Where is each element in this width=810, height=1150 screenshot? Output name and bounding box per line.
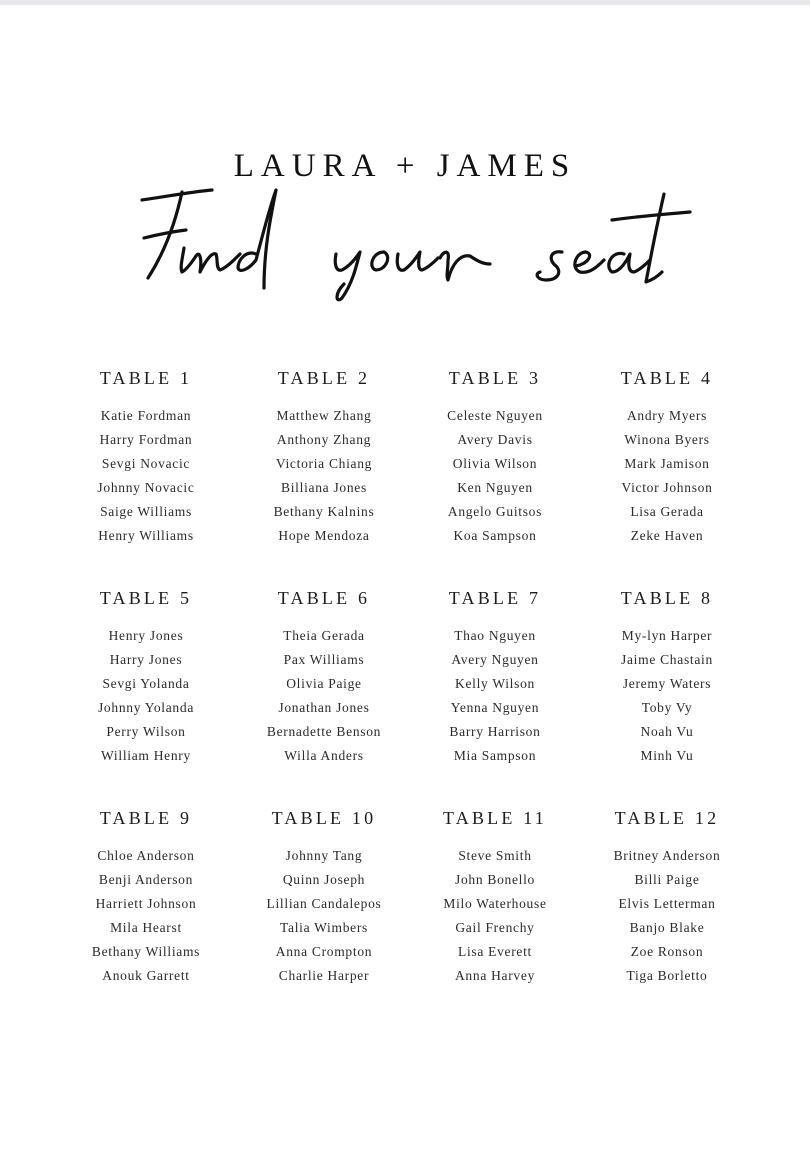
guest-name: Anna Crompton (275, 944, 373, 959)
guest-name: Britney Anderson (613, 848, 721, 863)
guest-name: Zoe Ronson (630, 944, 704, 959)
guest-name: Henry Williams (98, 528, 194, 543)
guest-name: Ken Nguyen (457, 480, 533, 495)
table-block (58, 366, 234, 548)
table-block (234, 366, 414, 548)
table-heading: TABLE 2 (277, 368, 371, 388)
guest-name: Minh Vu (640, 748, 694, 763)
table-heading: TABLE 6 (277, 588, 371, 608)
table-heading: TABLE 9 (99, 808, 193, 828)
guest-name: Mia Sampson (453, 748, 537, 763)
guest-name: Anna Harvey (454, 968, 536, 983)
table-heading: TABLE 3 (448, 368, 542, 388)
guest-name: Theia Gerada (283, 628, 365, 643)
guest-name: Lisa Everett (458, 944, 532, 959)
guest-name: Toby Vy (641, 700, 693, 715)
table-heading: TABLE 1 (99, 368, 193, 388)
guest-name: Bethany Kalnins (273, 504, 375, 519)
guest-name: Saige Williams (100, 504, 192, 519)
guest-name: Chloe Anderson (97, 848, 195, 863)
table-heading: TABLE 8 (620, 588, 714, 608)
table-block (234, 586, 414, 768)
table-heading: TABLE 7 (448, 588, 542, 608)
guest-name: Anthony Zhang (276, 432, 372, 447)
guest-name: Willa Anders (284, 748, 364, 763)
top-edge-bar (0, 0, 810, 5)
table-block (58, 806, 234, 988)
table-block (414, 366, 576, 548)
guest-name: Avery Davis (457, 432, 533, 447)
guest-name: Lisa Gerada (630, 504, 704, 519)
guest-name: Noah Vu (640, 724, 694, 739)
guest-name: Kelly Wilson (455, 676, 535, 691)
seating-tables-grid (58, 366, 758, 988)
guest-name: Yenna Nguyen (450, 700, 540, 715)
guest-name: Harry Jones (109, 652, 183, 667)
guest-name: Victoria Chiang (275, 456, 373, 471)
guest-name: Benji Anderson (98, 872, 194, 887)
guest-name: Banjo Blake (629, 920, 705, 935)
guest-name: Elvis Letterman (618, 896, 716, 911)
table-heading: TABLE 11 (443, 808, 547, 828)
guest-name: Tiga Borletto (626, 968, 708, 983)
script-title (130, 180, 700, 305)
guest-name: Billi Paige (634, 872, 700, 887)
guest-name: Thao Nguyen (454, 628, 536, 643)
guest-name: William Henry (101, 748, 191, 763)
guest-name: Jaime Chastain (621, 652, 713, 667)
guest-name: Billiana Jones (281, 480, 367, 495)
guest-name: Johnny Tang (285, 848, 363, 863)
guest-name: Anouk Garrett (102, 968, 190, 983)
table-heading: TABLE 12 (614, 808, 720, 828)
table-block (576, 366, 758, 548)
guest-name: Milo Waterhouse (443, 896, 547, 911)
table-block (576, 806, 758, 988)
table-heading: TABLE 4 (620, 368, 714, 388)
guest-name: Katie Fordman (100, 408, 192, 423)
guest-name: Avery Nguyen (451, 652, 539, 667)
guest-name: Gail Frenchy (455, 920, 535, 935)
guest-name: Jonathan Jones (278, 700, 370, 715)
guest-name: Andry Myers (626, 408, 708, 423)
guest-name: Charlie Harper (278, 968, 370, 983)
guest-name: John Bonello (454, 872, 536, 887)
table-block (234, 806, 414, 988)
couple-names: LAURA + JAMES (233, 148, 577, 184)
guest-name: Victor Johnson (621, 480, 713, 495)
table-heading: TABLE 5 (99, 588, 193, 608)
guest-name: Mark Jamison (624, 456, 710, 471)
guest-name: Angelo Guitsos (447, 504, 543, 519)
guest-name: Quinn Joseph (282, 872, 366, 887)
guest-name: Pax Williams (283, 652, 365, 667)
guest-name: Bernadette Benson (266, 724, 382, 739)
guest-name: Talia Wimbers (280, 920, 368, 935)
guest-name: Steve Smith (458, 848, 532, 863)
guest-name: Sevgi Novacic (101, 456, 191, 471)
table-block (576, 586, 758, 768)
find-your-seat-script (130, 180, 700, 305)
guest-name: Henry Jones (108, 628, 184, 643)
guest-name: Sevgi Yolanda (102, 676, 190, 691)
guest-name: Olivia Wilson (452, 456, 538, 471)
guest-name: Johnny Novacic (97, 480, 195, 495)
guest-name: Barry Harrison (449, 724, 541, 739)
guest-name: Celeste Nguyen (447, 408, 543, 423)
guest-name: Lillian Candalepos (266, 896, 382, 911)
guest-name: Koa Sampson (453, 528, 537, 543)
guest-name: Winona Byers (624, 432, 710, 447)
guest-name: Harry Fordman (99, 432, 193, 447)
table-block (414, 806, 576, 988)
guest-name: Zeke Haven (630, 528, 704, 543)
guest-name: Mila Hearst (110, 920, 182, 935)
table-block (414, 586, 576, 768)
guest-name: Johnny Yolanda (97, 700, 195, 715)
guest-name: Harriett Johnson (95, 896, 197, 911)
table-block (58, 586, 234, 768)
guest-name: Jeremy Waters (622, 676, 712, 691)
guest-name: Matthew Zhang (276, 408, 372, 423)
guest-name: Olivia Paige (286, 676, 362, 691)
table-heading: TABLE 10 (271, 808, 377, 828)
guest-name: Hope Mendoza (278, 528, 370, 543)
guest-name: My-lyn Harper (621, 628, 713, 643)
guest-name: Perry Wilson (106, 724, 186, 739)
guest-name: Bethany Williams (91, 944, 201, 959)
